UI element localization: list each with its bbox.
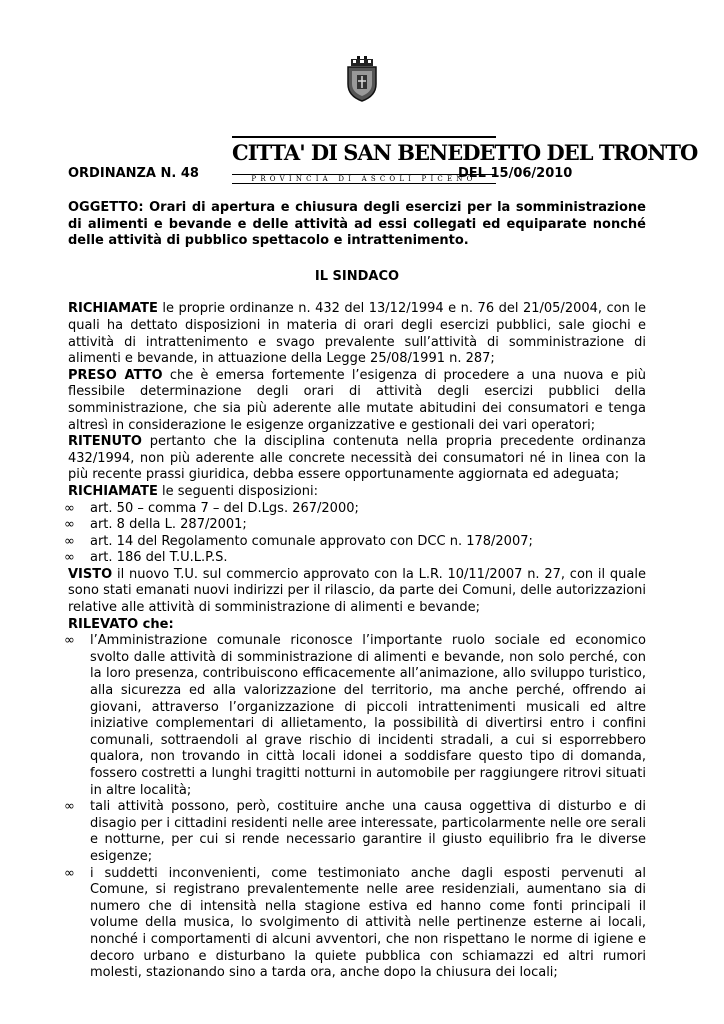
rilevato-list (64, 633, 646, 981)
list-item: ∞ art. 50 – comma 7 – del D.Lgs. 267/2000; (64, 500, 359, 516)
infinity-bullet-icon: ∞ (64, 517, 75, 533)
ordinance-date: DEL 15/06/2010 (458, 166, 573, 181)
list-item: ∞ tali attività possono, però, costituire anche una causa oggettiva di disturbo e di disagio per i cittadini residenti nelle aree interessate, particolarmente nelle ore serali e notturne, per cui si rende necessario garantire il giusto equilibrio fra le diverse esigenze; (64, 799, 646, 864)
disposizioni-list (64, 500, 646, 567)
paragraph-text: che è emersa fortemente l’esigenza di procedere a una nuova e più flessibile determinazione degli orari di attività degli esercizi pubblici della somministrazione, che sia più aderente alle mutate abitudini dei consumatori e tenga altresì in considerazione le esigenze organizzative e gestionali dei vari operatori; (68, 367, 646, 433)
paragraph-text: le proprie ordinanze n. 432 del 13/12/1994 e n. 76 del 21/05/2004, con le quali ha dettato disposizioni in materia di orari degli esercizi pubblici, sale giochi e attività di intrattenimento e svago prevalente sull’attività di somministrazione di alimenti e bevande, in attuazione della Legge 25/08/1991 n. 287; (68, 301, 646, 367)
document-body (64, 166, 646, 982)
list-item: ∞ l’Amministrazione comunale riconosce l’importante ruolo sociale ed economico svolto dalle attività di somministrazione di alimenti e bevande, non solo perché, con la loro presenza, contribuiscono efficacemente all’animazione, allo sviluppo turistico, alla sicurezza ed alla valorizzazione del territorio, ma anche perché, offrendo ai giovani, attraverso l’organizzazione di piccoli intrattenimenti musicali ed altre iniziative complementari di allietamento, la possibilità di divertirsi entro i confini comunali, sottraendoli al grave rischio di incidenti stradali, a cui si esporrebbero qualora, non trovando in città locali idonei a soddisfare questo tipo di domanda, fossero costretti a lunghi tragitti notturni in automobile per raggiungere ritrovi situati in altre località; (64, 633, 646, 798)
infinity-bullet-icon: ∞ (64, 865, 75, 881)
keyword: PRESO ATTO (68, 367, 163, 383)
infinity-bullet-icon: ∞ (64, 633, 75, 649)
ordinance-line (68, 166, 646, 183)
paragraph-richiamate-disposizioni (68, 484, 646, 501)
list-item: ∞ i suddetti inconvenienti, come testimoniato anche dagli esposti pervenuti al Comune, si registrano prevalentemente nelle aree residenziali, aumentano sia di numero che di intensità nella stagione estiva ed hanno come fonti principali il volume della musica, lo svolgimento di attività nelle pertinenze esterne ai locali, nonché i comportamenti di alcuni avventori, che non rispettano le norme di igiene e decoro urbano e disturbano la quiete pubblica con schiamazzi ed altri rumori molesti, stazionando sino a tarda ora, anche dopo la chiusura dei locali; (64, 865, 646, 981)
paragraph-rilevato (68, 617, 646, 634)
ordinance-number: ORDINANZA N. 48 (68, 166, 199, 181)
paragraph-preso-atto (68, 368, 646, 434)
infinity-bullet-icon: ∞ (64, 500, 75, 516)
keyword: RICHIAMATE (68, 301, 158, 317)
keyword: RICHIAMATE (68, 483, 158, 499)
infinity-bullet-icon: ∞ (64, 550, 75, 566)
city-name: CITTA' DI SAN BENEDETTO DEL TRONTO (232, 140, 698, 165)
header-rule (232, 136, 496, 138)
heading-il-sindaco: IL SINDACO (314, 268, 400, 284)
list-item: ∞ art. 14 del Regolamento comunale approvato con DCC n. 178/2007; (64, 533, 533, 549)
city-crest-icon (343, 56, 381, 102)
list-item: ∞ art. 186 del T.U.L.P.S. (64, 550, 228, 566)
infinity-bullet-icon: ∞ (64, 533, 75, 549)
paragraph-visto (68, 567, 646, 617)
paragraph-text: pertanto che la disciplina contenuta nella propria precedente ordinanza 432/1994, non più aderente alle concrete necessità dei consumatori né in linea con la più recente prassi giuridica, debba essere opportunamente aggiornata ed adeguata; (68, 434, 646, 483)
subject: OGGETTO: Orari di apertura e chiusura degli esercizi per la somministrazione di alimenti e bevande e delle attività ad essi collegati ed equiparate nonché delle attività di pubblico spettacolo e intrattenimento. (68, 200, 646, 249)
paragraph-ritenuto (68, 434, 646, 484)
keyword: RILEVATO che: (68, 616, 174, 632)
infinity-bullet-icon: ∞ (64, 799, 75, 815)
keyword: VISTO (68, 566, 113, 582)
paragraph-text: il nuovo T.U. sul commercio approvato con la L.R. 10/11/2007 n. 27, con il quale sono stati emanati nuovi indirizzi per il rilascio, da parte dei Comuni, delle autorizzazioni relative alle attività di somministrazione di alimenti e bevande; (68, 566, 646, 616)
paragraph-text: le seguenti disposizioni: (157, 483, 318, 499)
paragraph-richiamate (68, 301, 646, 367)
province-name: PROVINCIA DI ASCOLI PICENO (251, 175, 477, 183)
keyword: RITENUTO (68, 434, 142, 450)
list-item: ∞ art. 8 della L. 287/2001; (64, 517, 247, 533)
